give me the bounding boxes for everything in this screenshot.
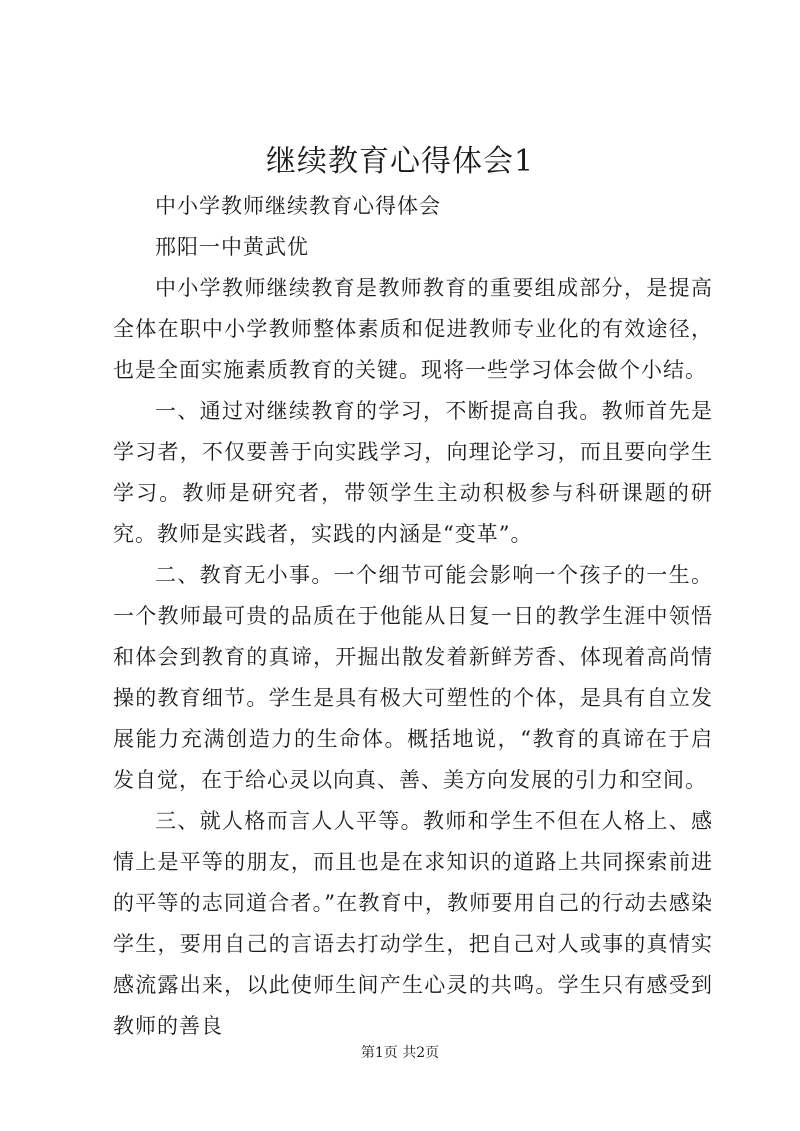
section-one-paragraph: 一、通过对继续教育的学习，不断提高自我。教师首先是学习者，不仅要善于向实践学习，向理论学习，而且要向学生学习。教师是研究者，带领学生主动积极参与科研课题的研究。教师是实践者，实践的内涵是“变革”。	[113, 399, 713, 546]
subtitle-paragraph: 中小学教师继续教育心得体会	[155, 194, 441, 218]
section-three-paragraph: 三、就人格而言人人平等。教师和学生不但在人格上、感情上是平等的朋友，而且也是在求知识的道路上共同探索前进的平等的志同道合者。”在教育中，教师要用自己的行动去感染学生，要用自己的言语去打动学生，把自己对人或事的真情实感流露出来，以此使师生间产生心灵的共鸣。学生只有感受到教师的善良	[113, 809, 713, 1038]
section-two-paragraph: 二、教育无小事。一个细节可能会影响一个孩子的一生。一个教师最可贵的品质在于他能从日复一日的教学生涯中领悟和体会到教育的真谛，开掘出散发着新鲜芳香、体现着高尚情操的教育细节。学生是具有极大可塑性的个体，是具有自立发展能力充满创造力的生命体。概括地说，“教育的真谛在于启发自觉，在于给心灵以向真、善、美方向发展的引力和空间。	[113, 563, 713, 792]
intro-paragraph: 中小学教师继续教育是教师教育的重要组成部分，是提高全体在职中小学教师整体素质和促进教师专业化的有效途径，也是全面实施素质教育的关键。现将一些学习体会做个小结。	[113, 276, 713, 382]
author-paragraph: 邢阳一中黄武优	[155, 235, 309, 259]
document-body	[113, 186, 713, 1047]
page-number-footer: 第1页 共2页	[360, 1045, 440, 1061]
document-title: 继续教育心得体会1	[265, 144, 535, 179]
